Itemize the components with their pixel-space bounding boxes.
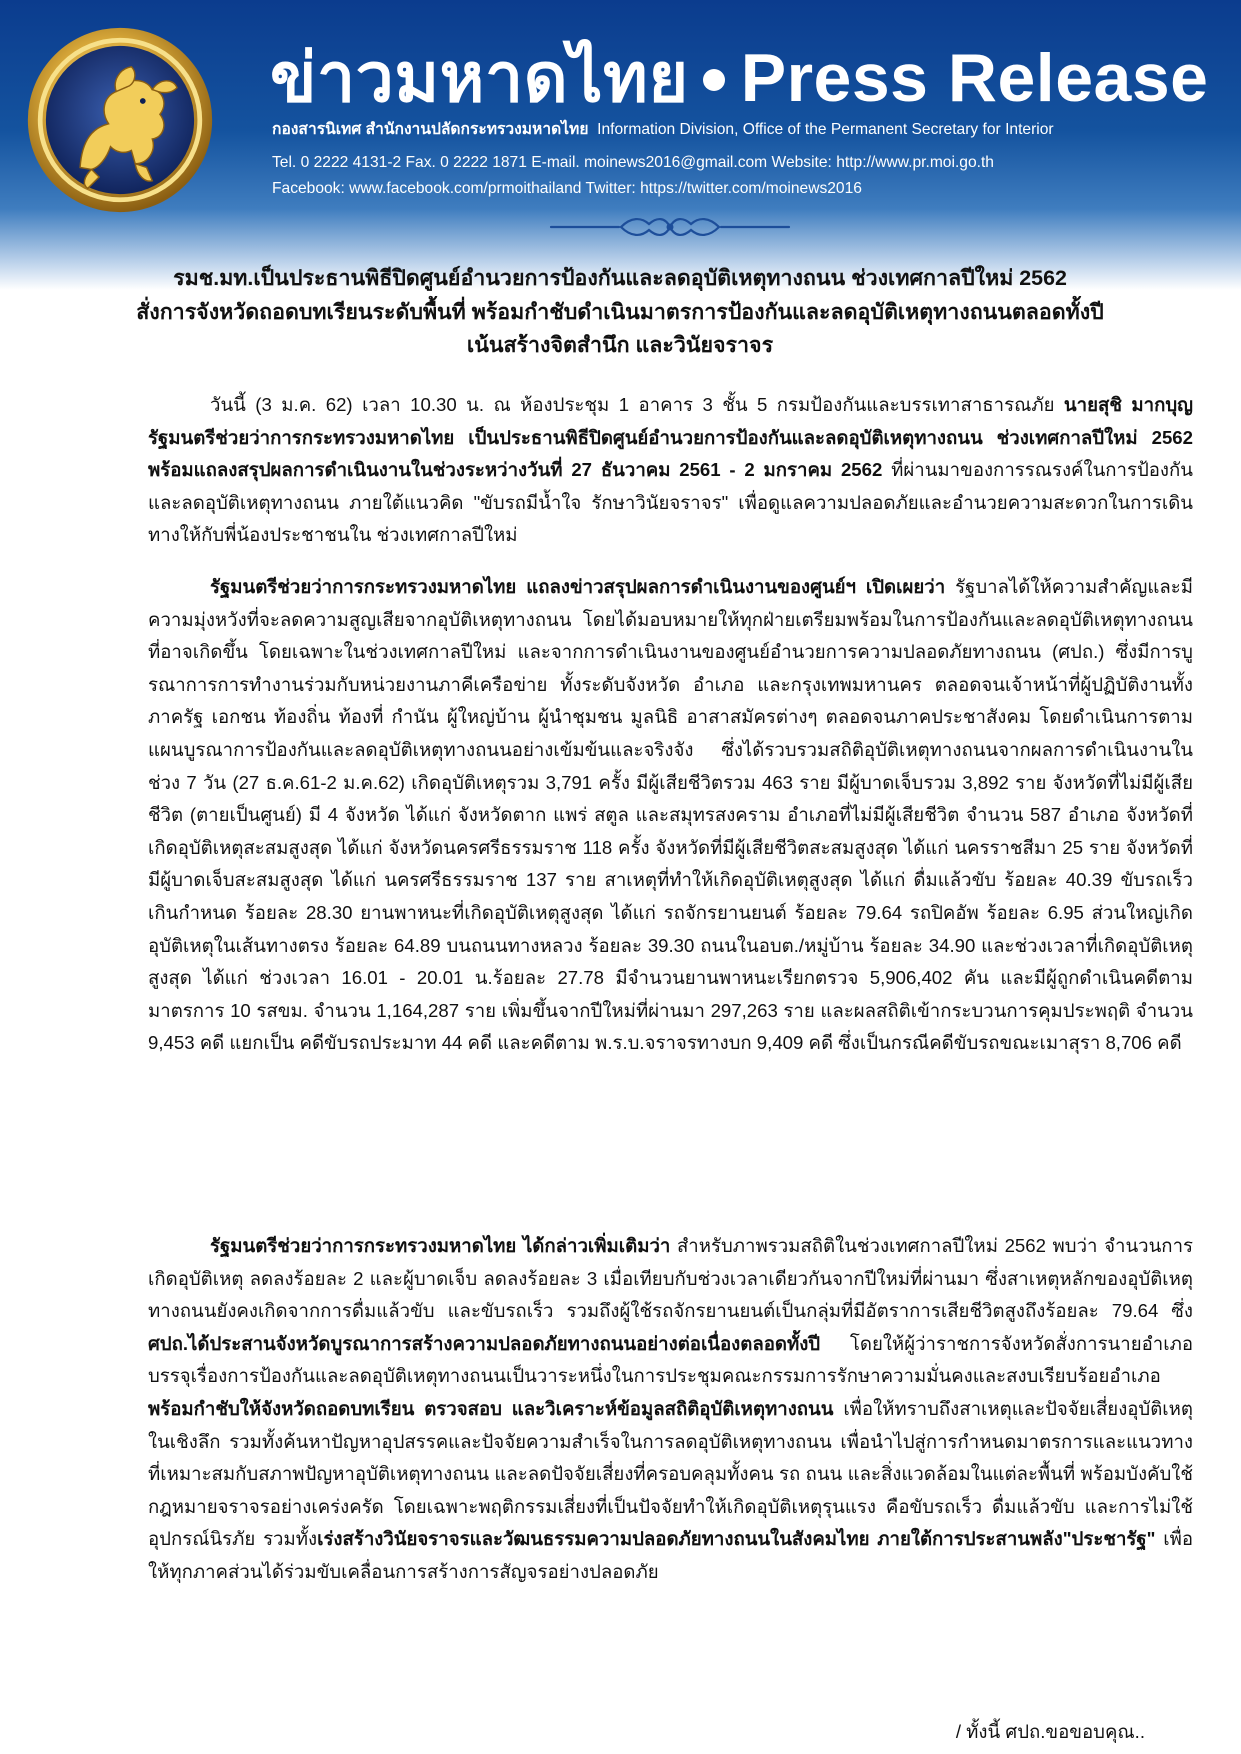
masthead-title-thai: ข่าวมหาดไทย — [270, 40, 689, 116]
paragraph-3-text-4: เพื่อให้ทุกภาคส่วนได้ร่วมขับเคลื่อนการสร้างการสัญจรอย่างปลอดภัย — [148, 1528, 1194, 1582]
decorative-divider-ornament — [545, 214, 795, 240]
paragraph-1-intro: วันนี้ (3 ม.ค. 62) เวลา 10.30 น. ณ ห้องประชุม 1 อาคาร 3 ชั้น 5 กรมป้องกันและบรรเทาสาธารณภัย — [210, 394, 1064, 415]
paragraph-3-text-2: โดยให้ผู้ว่าราชการจังหวัดสั่งการนายอำเภอบรรจุเรื่องการป้องกันและลดอุบัติเหตุทางถนนเป็นวาระหนึ่งในการประชุมคณะกรรมการรักษาความมั่นคงและสงบเรียบร้อยอำเภอ — [148, 1332, 1193, 1387]
masthead-title-english: Press Release — [740, 40, 1209, 116]
paragraph-3-text-3: เพื่อให้ทราบถึงสาเหตุและปัจจัยเสี่ยงอุบัติเหตุในเชิงลึก รวมทั้งค้นหาปัญหาอุปสรรคและปัจจัยความสำเร็จในการลดอุบัติเหตุทางถนน เพื่อนำไปสู่การกำหนดมาตรการและแนวทางที่เหมาะสมกับสภาพปัญหาอุบัติเหตุทางถนน และลดปัจจัยเสี่ยงที่ครอบคลุมทั้งคน รถ ถนน และสิ่งแวดล้อมในแต่ละพื้นที่ พร้อมบังคับใช้กฎหมายจราจรอย่างเคร่งครัด โดยเฉพาะพฤติกรรมเสี่ยงที่เป็นปัจจัยทำให้เกิดอุบัติเหตุรุนแรง คือขับรถเร็ว ดื่มแล้วขับ และการไม่ใช้อุปกรณ์นิรภัย รวมทั้ง — [148, 1397, 1193, 1550]
masthead-title — [270, 38, 1208, 118]
organization-english: Information Division, Office of the Permanent Secretary for Interior — [597, 121, 1054, 138]
paragraph-1 — [148, 389, 1193, 552]
paragraph-1-bold: นายสุชิ มากบุญ รัฐมนตรีช่วยว่าการกระทรวงมหาดไทย เป็นประธานพิธีปิดศูนย์อำนวยการป้องกันและลดอุบัติเหตุทางถนน ช่วงเทศกาลปีใหม่ 2562 พร้อมแถลงสรุปผลการดำเนินงานในช่วงระหว่างวันที่ 27 ธันวาคม 2561 - 2 มกราคม 2562 — [148, 394, 1193, 481]
organization-line — [272, 119, 1054, 141]
headline-line-1: รมช.มท.เป็นประธานพิธีปิดศูนย์อำนวยการป้องกันและลดอุบัติเหตุทางถนน ช่วงเทศกาลปีใหม่ 2562 — [173, 266, 1067, 290]
headline-line-3: เน้นสร้างจิตสำนึก และวินัยจราจร — [466, 333, 774, 357]
contact-line: Tel. 0 2222 4131-2 Fax. 0 2222 1871 E-mail. moinews2016@gmail.com Website: http://www.pr.moi.go.th — [272, 154, 994, 171]
paragraph-2-text: รัฐบาลได้ให้ความสำคัญและมีความมุ่งหวังที่จะลดความสูญเสียจากอุบัติเหตุทางถนน โดยได้มอบหมายให้ทุกฝ่ายเตรียมพร้อมในการป้องกันและลดอุบัติเหตุทางถนนที่อาจเกิดขึ้น โดยเฉพาะในช่วงเทศกาลปีใหม่ และจากการดำเนินงานของศูนย์อำนวยการความปลอดภัยทางถนน (ศปถ.) ซึ่งมีการบูรณาการการทำงานร่วมกับหน่วยงานภาคีเครือข่าย ทั้งระดับจังหวัด อำเภอ และกรุงเทพมหานคร ตลอดจนเจ้าหน้าที่ผู้ปฏิบัติงานทั้งภาครัฐ เอกชน ท้องถิ่น ท้องที่ กำนัน ผู้ใหญ่บ้าน ผู้นำชุมชน มูลนิธิ อาสาสมัครต่างๆ ตลอดจนภาคประชาสังคม โดยดำเนินการตามแผนบูรณาการป้องกันและลดอุบัติเหตุทางถนนอย่างเข้มข้นและจริงจัง ซึ่งได้รวบรวมสถิติอุบัติเหตุทางถนนจากผลการดำเนินงานในช่วง 7 วัน (27 ธ.ค.61-2 ม.ค.62) เกิดอุบัติเหตุรวม 3,791 ครั้ง มีผู้เสียชีวิตรวม 463 ราย มีผู้บาดเจ็บรวม 3,892 ราย จังหวัดที่ไม่มีผู้เสียชีวิต (ตายเป็นศูนย์) มี 4 จังหวัด ได้แก่ จังหวัดตาก แพร่ สตูล และสมุทรสงคราม อำเภอที่ไม่มีผู้เสียชีวิต จำนวน 587 อำเภอ จังหวัดที่เกิดอุบัติเหตุสะสมสูงสุด ได้แก่ จังหวัดนครศรีธรรมราช 118 ครั้ง จังหวัดที่มีผู้เสียชีวิตสะสมสูงสุด ได้แก่ นครราชสีมา 25 ราย จังหวัดที่มีผู้บาดเจ็บสะสมสูงสุด ได้แก่ นครศรีธรรมราช 137 ราย สาเหตุที่ทำให้เกิดอุบัติเหตุสูงสุด ได้แก่ ดื่มแล้วขับ ร้อยละ 40.39 ขับรถเร็วเกินกำหนด ร้อยละ 28.30 ยานพาหนะที่เกิดอุบัติเหตุสูงสุด ได้แก่ รถจักรยานยนต์ ร้อยละ 79.64 รถปิคอัพ ร้อยละ 6.95 ส่วนใหญ่เกิดอุบัติเหตุในเส้นทางตรง ร้อยละ 64.89 บนถนนทางหลวง ร้อยละ 39.30 ถนนในอบต./หมู่บ้าน ร้อยละ 34.90 และช่วงเวลาที่เกิดอุบัติเหตุสูงสุด ได้แก่ ช่วงเวลา 16.01 - 20.01 น.ร้อยละ 27.78 มีจำนวนยานพาหนะเรียกตรวจ 5,906,402 คัน และมีผู้ถูกดำเนินคดีตามมาตรการ 10 รสขม. จำนวน 1,164,287 ราย เพิ่มขึ้นจากปีใหม่ที่ผ่านมา 297,263 ราย และผลสถิติเข้ากระบวนการคุมประพฤติ จำนวน 9,453 คดี แยกเป็น คดีขับรถประมาท 44 คดี และคดีตาม พ.ร.บ.จราจรทางบก 9,409 คดี ซึ่งเป็นกรณีคดีขับรถขณะเมาสุรา 8,706 คดี — [148, 576, 1193, 1054]
paragraph-1-rest: ที่ผ่านมาของการรณรงค์ในการป้องกันและลดอุบัติเหตุทางถนน ภายใต้แนวคิด "ขับรถมีน้ำใจ รักษาวินัยจราจร" เพื่อดูแลความปลอดภัยและอำนวยความสะดวกในการเดินทางให้กับพี่น้องประชาชนใน ช่วงเทศกาลปีใหม่ — [148, 459, 1193, 546]
paragraph-3-bold-2: ศปถ.ได้ประสานจังหวัดบูรณาการสร้างความปลอดภัยทางถนนอย่างต่อเนื่องตลอดทั้งปี — [148, 1332, 821, 1354]
title-separator-dot — [703, 69, 725, 91]
paragraph-3-bold-4: เร่งสร้างวินัยจราจรและวัฒนธรรมความปลอดภัยทางถนนในสังคมไทย ภายใต้การประสานพลัง"ประชารัฐ" — [317, 1528, 1156, 1550]
paragraph-3-text-1: สำหรับภาพรวมสถิติในช่วงเทศกาลปีใหม่ 2562 พบว่า จำนวนการเกิดอุบัติเหตุ ลดลงร้อยละ 2 และผู้บาดเจ็บ ลดลงร้อยละ 3 เมื่อเทียบกับช่วงเวลาเดียวกันจากปีใหม่ที่ผ่านมา ซึ่งสาเหตุหลักของอุบัติเหตุทางถนนยังคงเกิดจากการดื่มแล้วขับ และขับรถเร็ว รวมถึงผู้ใช้รถจักรยานยนต์เป็นกลุ่มที่มีอัตราการเสียชีวิตสูงถึงร้อยละ 79.64 ซึ่ง — [148, 1235, 1193, 1322]
social-media-line: Facebook: www.facebook.com/prmoithailand Twitter: https://twitter.com/moinews2016 — [272, 180, 862, 197]
ministry-seal-emblem — [25, 25, 215, 215]
news-headline — [130, 262, 1110, 363]
paragraph-2-bold: รัฐมนตรีช่วยว่าการกระทรวงมหาดไทย แถลงข่าวสรุปผลการดำเนินงานของศูนย์ฯ เปิดเผยว่า — [210, 576, 946, 597]
paragraph-3 — [148, 1230, 1193, 1589]
paragraph-2 — [148, 571, 1193, 1060]
paragraph-3-bold-1: รัฐมนตรีช่วยว่าการกระทรวงมหาดไทย ได้กล่าวเพิ่มเติมว่า — [210, 1235, 671, 1256]
organization-thai: กองสารนิเทศ สำนักงานปลัดกระทรวงมหาดไทย — [272, 121, 589, 138]
headline-line-2: สั่งการจังหวัดถอดบทเรียนระดับพื้นที่ พร้อมกำชับดำเนินมาตรการป้องกันและลดอุบัติเหตุทางถนนตลอดทั้งปี — [136, 299, 1104, 324]
closing-signoff: / ทั้งนี้ ศปถ.ขอขอบคุณ.. — [955, 1721, 1145, 1742]
paragraph-3-bold-3: พร้อมกำชับให้จังหวัดถอดบทเรียน ตรวจสอบ และวิเคราะห์ข้อมูลสถิติอุบัติเหตุทางถนน — [148, 1397, 834, 1419]
